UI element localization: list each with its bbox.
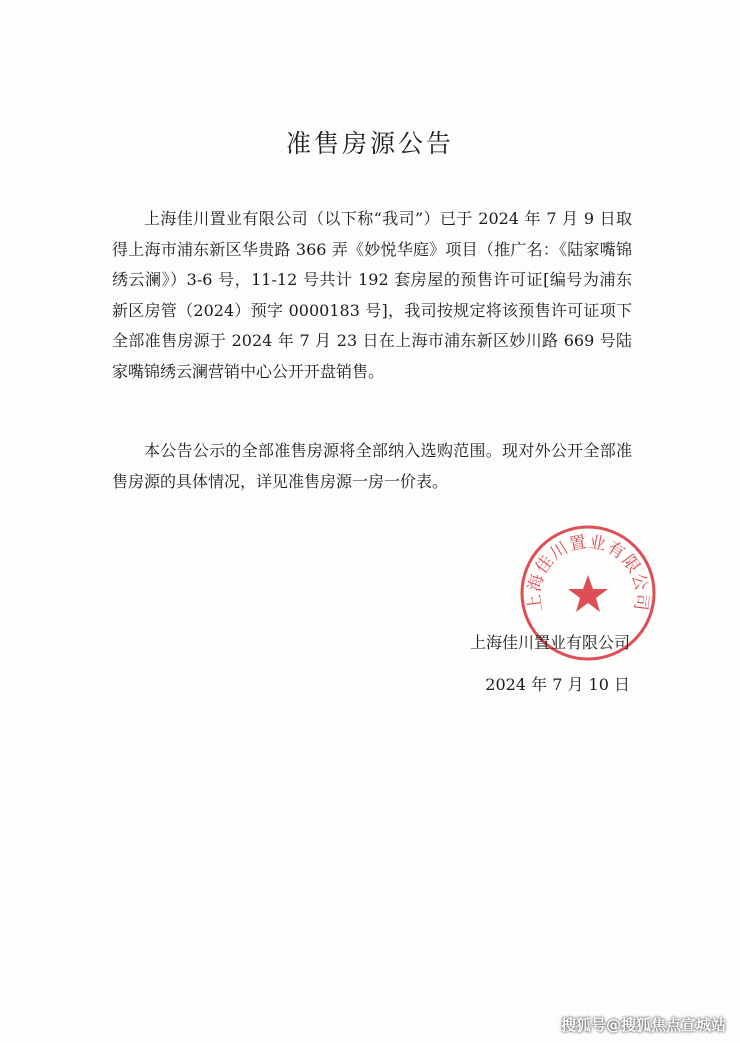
svg-text:上海佳川置业有限公司: 上海佳川置业有限公司	[524, 532, 652, 613]
seal-star-icon	[568, 575, 608, 612]
document-title: 准售房源公告	[285, 129, 454, 158]
watermark: 搜狐号@搜狐焦点宣城站	[560, 1016, 726, 1034]
signature-date: 2024 年 7 月 10 日	[485, 675, 630, 694]
body-paragraph-2: 本公告公示的全部准售房源将全部纳入选购范围。现对外公开全部准售房源的具体情况，详见准售房源一房一价表。	[112, 441, 632, 491]
signature-company: 上海佳川置业有限公司	[469, 633, 630, 652]
body-paragraph-1: 上海佳川置业有限公司（以下称“我司”）已于 2024 年 7 月 9 日取得上海市浦东新区华贵路 366 弄《妙悦华庭》项目（推广名：《陆家嘴锦绣云澜》）3-6 号，11-12 号共计 192 套房屋的预售许可证[编号为浦东新区房管（2024）预字 0000183 号]，我司按规定将该预售许可证项下全部准售房源于 2024 年 7 月 23 日在上海市浦东新区妙川路 669 号陆家嘴锦绣云澜营销中心公开开盘销售。	[112, 209, 632, 381]
